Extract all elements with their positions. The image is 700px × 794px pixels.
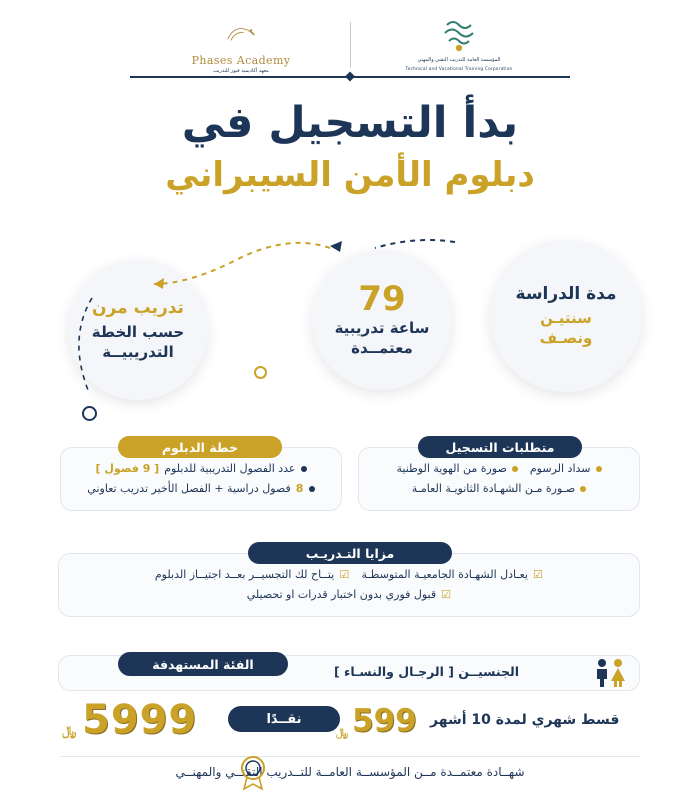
target-text: الجنسيــن [ الرجـال والنسـاء ] (333, 664, 519, 679)
registration-item-1-label: سداد الرسوم (529, 462, 591, 475)
advantage-item-1-label: يعـادل الشهـادة الجامعيـة المتوسطـة (361, 568, 528, 581)
highlight-flexible-head: تدريب مرن (92, 297, 184, 318)
highlight-duration-line1: سنتيـن (540, 308, 592, 327)
highlight-duration-line2: ونصـف (539, 329, 593, 347)
main-price-currency: ﷼ (62, 724, 77, 739)
highlight-hours-line1: ساعة تدريبية (334, 318, 430, 337)
phases-name-ar: معهد أكاديمية فيوز للتدريب (213, 68, 269, 74)
check-icon: ☑ (339, 568, 350, 581)
registration-item-3-label: صـورة مـن الشهـادة الثانويـة العامـة (411, 482, 576, 495)
page-title-line1: بدأ التسجيل في (181, 98, 519, 148)
accreditation-badge-icon (236, 754, 270, 790)
header-logos (0, 14, 700, 76)
advantage-item-2-label: يتــاح لك التجسيــر بعــد اجتيــاز الدبلوم (154, 568, 335, 581)
plan-item-1 (96, 462, 307, 475)
advantage-item-3-label: قبول فوري بدون اختبار قدرات او تحصيلي (246, 588, 437, 601)
decor-dot-gold (254, 366, 267, 379)
people-icon (588, 656, 634, 688)
bullet-icon (301, 466, 307, 472)
plan-item-1-label: عدد الفصول التدريبية للدبلوم (164, 462, 296, 475)
check-icon: ☑ (441, 588, 452, 601)
registration-item-1 (530, 462, 602, 475)
advantage-item-1 (361, 568, 543, 581)
phases-name-en: Phases Academy (191, 54, 291, 67)
monthly-price: 599 (352, 703, 417, 739)
advantage-item-2 (155, 568, 350, 581)
registration-item-2 (397, 462, 518, 475)
check-icon: ☑ (532, 568, 544, 581)
advantage-item-3 (247, 588, 452, 601)
plan-item-2 (87, 482, 314, 495)
plan-item-2-label: فصول دراسية + الفصل الأخير تدريب تعاوني (87, 482, 291, 495)
highlight-flexible-line1: حسب الخطة (91, 322, 185, 341)
highlights-row (0, 228, 700, 413)
header-divider-rule (130, 76, 570, 78)
main-price: 5999 (82, 697, 198, 743)
tvtc-logo (357, 16, 562, 74)
footer (60, 756, 640, 787)
tvtc-logo-icon (436, 16, 482, 56)
highlight-hours-value: 79 (358, 278, 406, 319)
highlight-duration-head: مدة الدراسة (515, 283, 617, 304)
decor-dot-navy (82, 406, 97, 421)
cash-badge: نقــدًا (228, 706, 340, 732)
registration-item-3 (412, 482, 586, 495)
page-title-line2: دبلوم الأمن السيبراني (165, 155, 535, 195)
plan-panel-title: خطة الدبلوم (118, 436, 282, 458)
bullet-icon (596, 466, 602, 472)
highlight-hours-line2: معتمــدة (351, 339, 413, 357)
highlight-flexible-line2: التدريبيــة (102, 343, 174, 361)
tvtc-name-ar: المؤسسة العامة للتدريب التقني والمهني (417, 56, 501, 63)
plan-item-1-value: [ 9 فصول ] (95, 462, 160, 475)
plan-item-2-prefix: 8 (295, 482, 304, 495)
monthly-price-currency: ﷼ (336, 726, 349, 739)
bullet-icon (580, 486, 586, 492)
target-panel-title: الفئة المستهدفة (118, 652, 288, 676)
bullet-icon (512, 466, 518, 472)
bullet-icon (309, 486, 315, 492)
phases-logo (139, 14, 344, 76)
registration-item-2-label: صورة من الهوية الوطنية (396, 462, 507, 475)
connector-arrows (0, 228, 700, 413)
tvtc-name-en: Technical and Vocational Training Corporation (405, 67, 513, 73)
installment-text: قسط شهري لمدة 10 أشهر (430, 712, 620, 728)
phases-academy-logo-icon (218, 14, 264, 54)
advantages-panel-title: مزايا التـدريـب (248, 542, 452, 564)
logo-divider (350, 22, 351, 68)
registration-panel-title: متطلبات التسجيل (418, 436, 582, 458)
footer-text: شهــادة معتمــدة مــن المؤسســة العامــة للتــدريب التقنــي والمهنــي (175, 765, 525, 779)
